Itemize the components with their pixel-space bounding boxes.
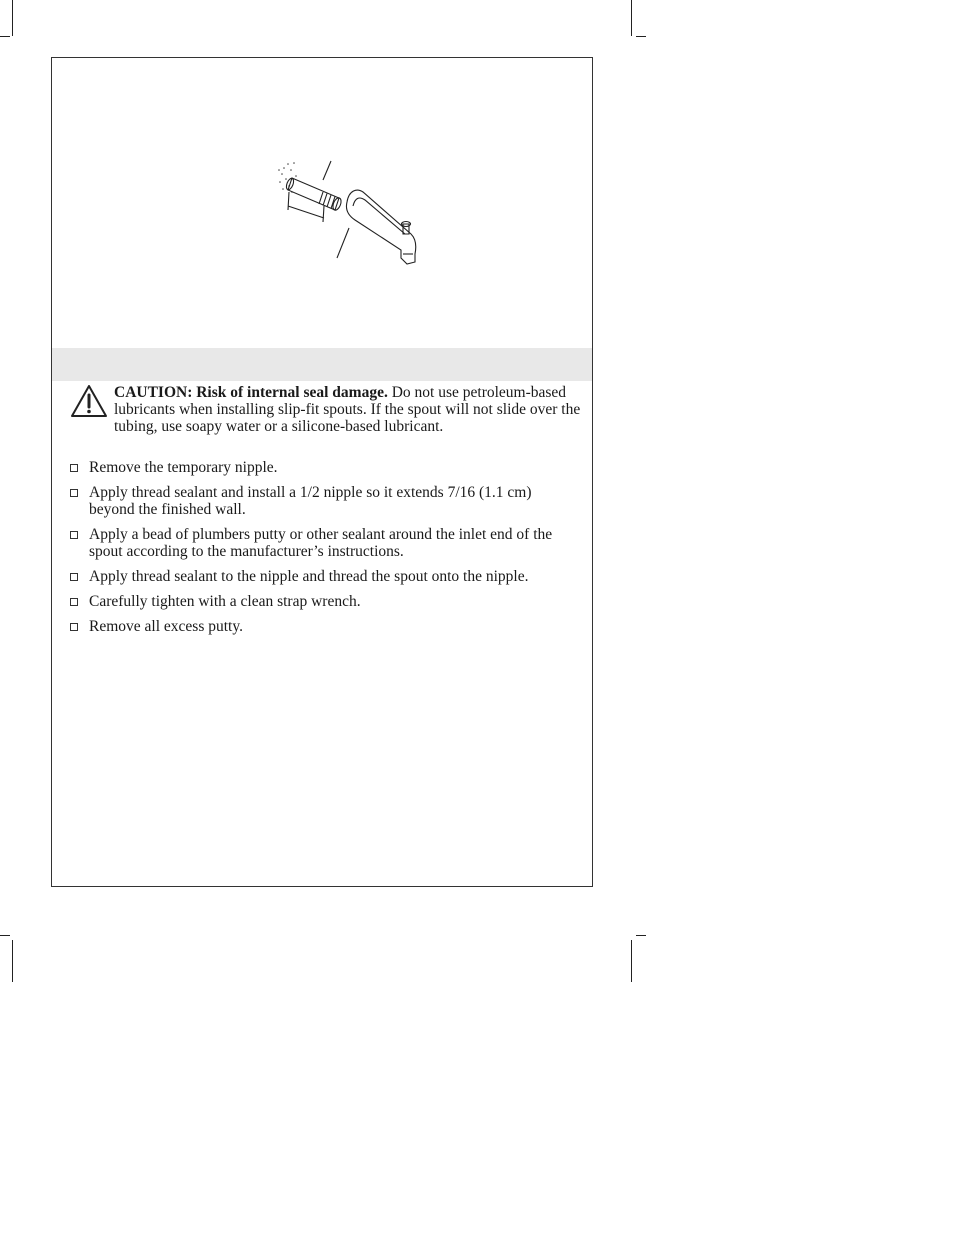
step-text: Apply thread sealant and install a 1/2 nipple so it extends 7/16 (1.1 cm) beyond the finished wall. [89, 484, 532, 518]
crop-mark [636, 36, 646, 37]
crop-mark [12, 940, 13, 982]
crop-mark [0, 36, 10, 37]
checkbox-bullet-icon [70, 623, 78, 631]
crop-mark [636, 935, 646, 936]
crop-mark [631, 0, 632, 36]
list-item [70, 459, 570, 476]
list-item [70, 484, 570, 518]
checkbox-bullet-icon [70, 598, 78, 606]
page-frame [51, 57, 593, 887]
checkbox-bullet-icon [70, 489, 78, 497]
checkbox-bullet-icon [70, 531, 78, 539]
nipple-pipe [288, 178, 339, 210]
instruction-steps [70, 459, 570, 643]
list-item [70, 618, 570, 635]
crop-mark [0, 935, 10, 936]
crop-mark [12, 0, 13, 36]
step-text: Apply thread sealant to the nipple and thread the spout onto the nipple. [89, 568, 529, 585]
checkbox-bullet-icon [70, 573, 78, 581]
step-text: Remove the temporary nipple. [89, 459, 278, 476]
list-item [70, 593, 570, 610]
caution-body: Do not use petroleum-based lubricants when installing slip-fit spouts. If the spout will not slide over the tubing, use soapy water or a silicone-based lubricant. [114, 384, 581, 435]
caution-text [114, 384, 584, 435]
warning-triangle-icon [70, 384, 108, 418]
list-item [70, 526, 570, 560]
caution-title: CAUTION: Risk of internal seal damage. [114, 384, 388, 401]
step-text: Carefully tighten with a clean strap wrench. [89, 593, 361, 610]
spout-body [346, 190, 415, 264]
section-header-band [52, 348, 592, 381]
sealant-dots [278, 162, 297, 193]
step-text: Apply a bead of plumbers putty or other sealant around the inlet end of the spout according to the manufacturer’s instructions. [89, 526, 553, 560]
step-text: Remove all excess putty. [89, 618, 243, 635]
crop-mark [631, 940, 632, 982]
checkbox-bullet-icon [70, 464, 78, 472]
spout-installation-illustration [277, 158, 427, 270]
list-item [70, 568, 570, 585]
